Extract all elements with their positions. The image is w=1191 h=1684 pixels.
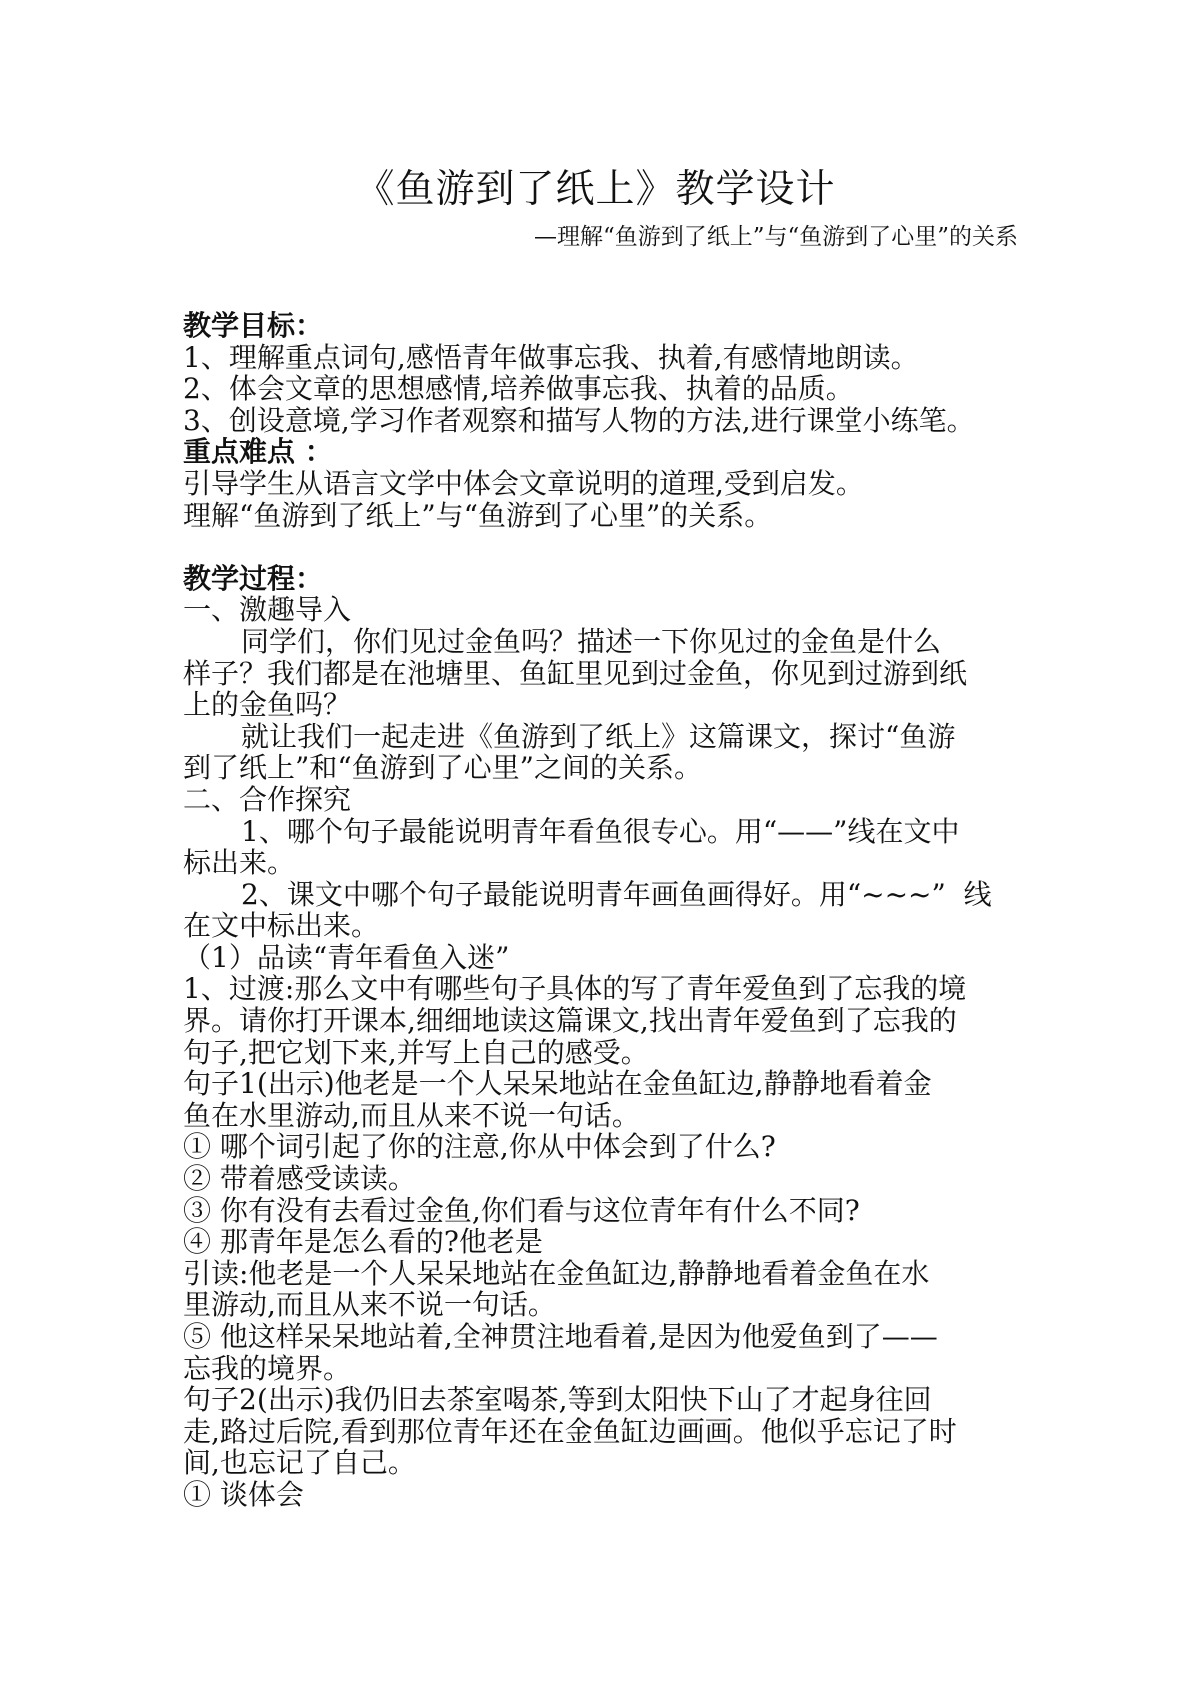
paragraph-line: 走,路过后院,看到那位青年还在金鱼缸边画画。他似乎忘记了时 [183, 1414, 957, 1448]
paragraph-line: 界。请你打开课本,细细地读这篇课文,找出青年爱鱼到了忘我的 [183, 1004, 957, 1038]
document-subtitle: —理解“鱼游到了纸上”与“鱼游到了心里”的关系 [533, 224, 1018, 250]
paragraph-line: 1、哪个句子最能说明青年看鱼很专心。用“——”线在文中 [241, 814, 960, 848]
goal-item: 2、体会文章的思想感情,培养做事忘我、执着的品质。 [183, 372, 854, 406]
paragraph-line: 上的金鱼吗？ [183, 688, 352, 722]
question-item: ① 哪个词引起了你的注意,你从中体会到了什么? [183, 1130, 776, 1164]
paragraph-line: 句子1(出示)他老是一个人呆呆地站在金鱼缸边,静静地看着金 [183, 1067, 932, 1101]
paragraph-line: 2、课文中哪个句子最能说明青年画鱼画得好。用“~~~” 线 [241, 877, 992, 911]
paragraph-line: 鱼在水里游动,而且从来不说一句话。 [183, 1098, 640, 1132]
paragraph-line: 1、过渡:那么文中有哪些句子具体的写了青年爱鱼到了忘我的境 [183, 972, 967, 1006]
section-heading: 二、合作探究 [183, 782, 352, 816]
key-point-item: 理解“鱼游到了纸上”与“鱼游到了心里”的关系。 [183, 498, 773, 532]
key-point-item: 引导学生从语言文学中体会文章说明的道理,受到启发。 [183, 466, 864, 500]
document-body [183, 310, 1017, 1511]
paragraph-line: 标出来。 [183, 846, 296, 880]
paragraph-line: 里游动,而且从来不说一句话。 [183, 1288, 556, 1322]
goal-item: 3、创设意境,学习作者观察和描写人物的方法,进行课堂小练笔。 [183, 403, 975, 437]
goals-heading: 教学目标： [183, 309, 324, 342]
subsection-heading: （1）品读“青年看鱼入迷” [183, 940, 510, 974]
question-item: ④ 那青年是怎么看的?他老是 [183, 1225, 543, 1259]
key-points-heading: 重点难点 ： [183, 435, 333, 469]
paragraph-line: 句子,把它划下来,并写上自己的感受。 [183, 1035, 649, 1069]
paragraph-line: 引读:他老是一个人呆呆地站在金鱼缸边,静静地看着金鱼在水 [183, 1256, 930, 1290]
paragraph-line: 到了纸上”和“鱼游到了心里”之间的关系。 [183, 751, 702, 785]
spacer [183, 531, 1017, 563]
question-item: ⑤ 他这样呆呆地站着,全神贯注地看着,是因为他爱鱼到了—— [183, 1320, 938, 1353]
question-item: ③ 你有没有去看过金鱼,你们看与这位青年有什么不同? [183, 1193, 860, 1227]
section-heading: 一、激趣导入 [183, 593, 352, 627]
paragraph-line: 句子2(出示)我仍旧去茶室喝茶,等到太阳快下山了才起身往回 [183, 1383, 932, 1417]
paragraph-line: 样子？我们都是在池塘里、鱼缸里见到过金鱼，你见到过游到纸 [183, 656, 968, 690]
question-item: ① 谈体会 [183, 1477, 304, 1511]
process-heading: 教学过程： [183, 561, 324, 595]
paragraph-line: 间,也忘记了自己。 [183, 1446, 416, 1480]
paragraph-line: 忘我的境界。 [183, 1351, 352, 1385]
question-item: ② 带着感受读读。 [183, 1162, 416, 1196]
paragraph-line: 就让我们一起走进《鱼游到了纸上》这篇课文，探讨“鱼游 [241, 719, 956, 753]
paragraph-line: 同学们，你们见过金鱼吗？描述一下你见过的金鱼是什么 [241, 624, 942, 658]
document-title: 《鱼游到了纸上》教学设计 [355, 167, 836, 212]
paragraph-line: 在文中标出来。 [183, 909, 380, 943]
goal-item: 1、理解重点词句,感悟青年做事忘我、执着,有感情地朗读。 [183, 340, 919, 374]
